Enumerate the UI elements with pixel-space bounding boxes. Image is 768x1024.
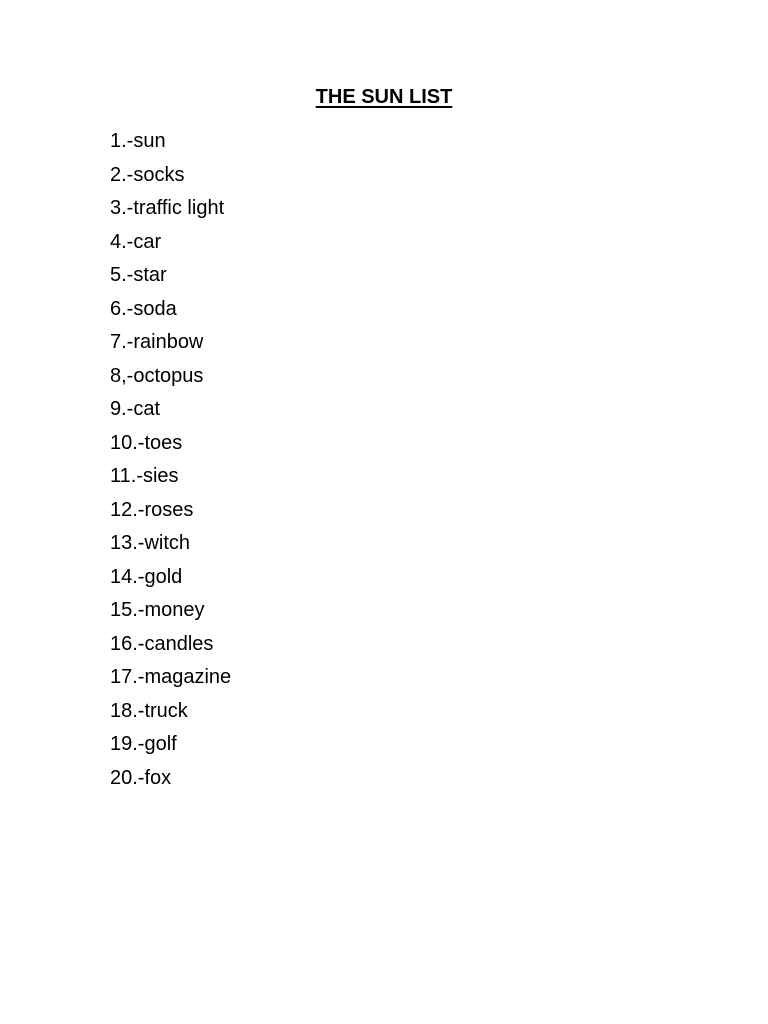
list-item: 1.-sun: [110, 130, 166, 152]
page-title: [0, 84, 768, 110]
list-item: 6.-soda: [110, 297, 177, 320]
list-item: 10.-toes: [110, 431, 183, 454]
list-item: 17.-magazine: [110, 666, 232, 688]
list-item: 5.-star: [110, 264, 167, 286]
list-item: 13.-witch: [110, 532, 191, 554]
list-item: 19.-golf: [110, 733, 177, 755]
list-item: 9.-cat: [110, 398, 161, 420]
list-item: 15.-money: [110, 599, 205, 621]
list-item: 14.-gold: [110, 565, 183, 588]
list-item: 16.-candles: [110, 632, 214, 655]
list-item: 4.-car: [110, 230, 162, 253]
list-item: 8,-octopus: [110, 364, 204, 387]
item-list: [110, 128, 231, 798]
list-item: 18.-truck: [110, 699, 188, 722]
page-title-text: THE SUN LIST: [315, 86, 453, 108]
list-item: 20.-fox: [110, 766, 172, 789]
list-item: 7.-rainbow: [110, 331, 204, 353]
list-item: 3.-traffic light: [110, 197, 225, 219]
list-item: 2.-socks: [110, 163, 185, 186]
list-item: 11.-sies: [110, 465, 179, 487]
list-item: 12.-roses: [110, 498, 194, 521]
